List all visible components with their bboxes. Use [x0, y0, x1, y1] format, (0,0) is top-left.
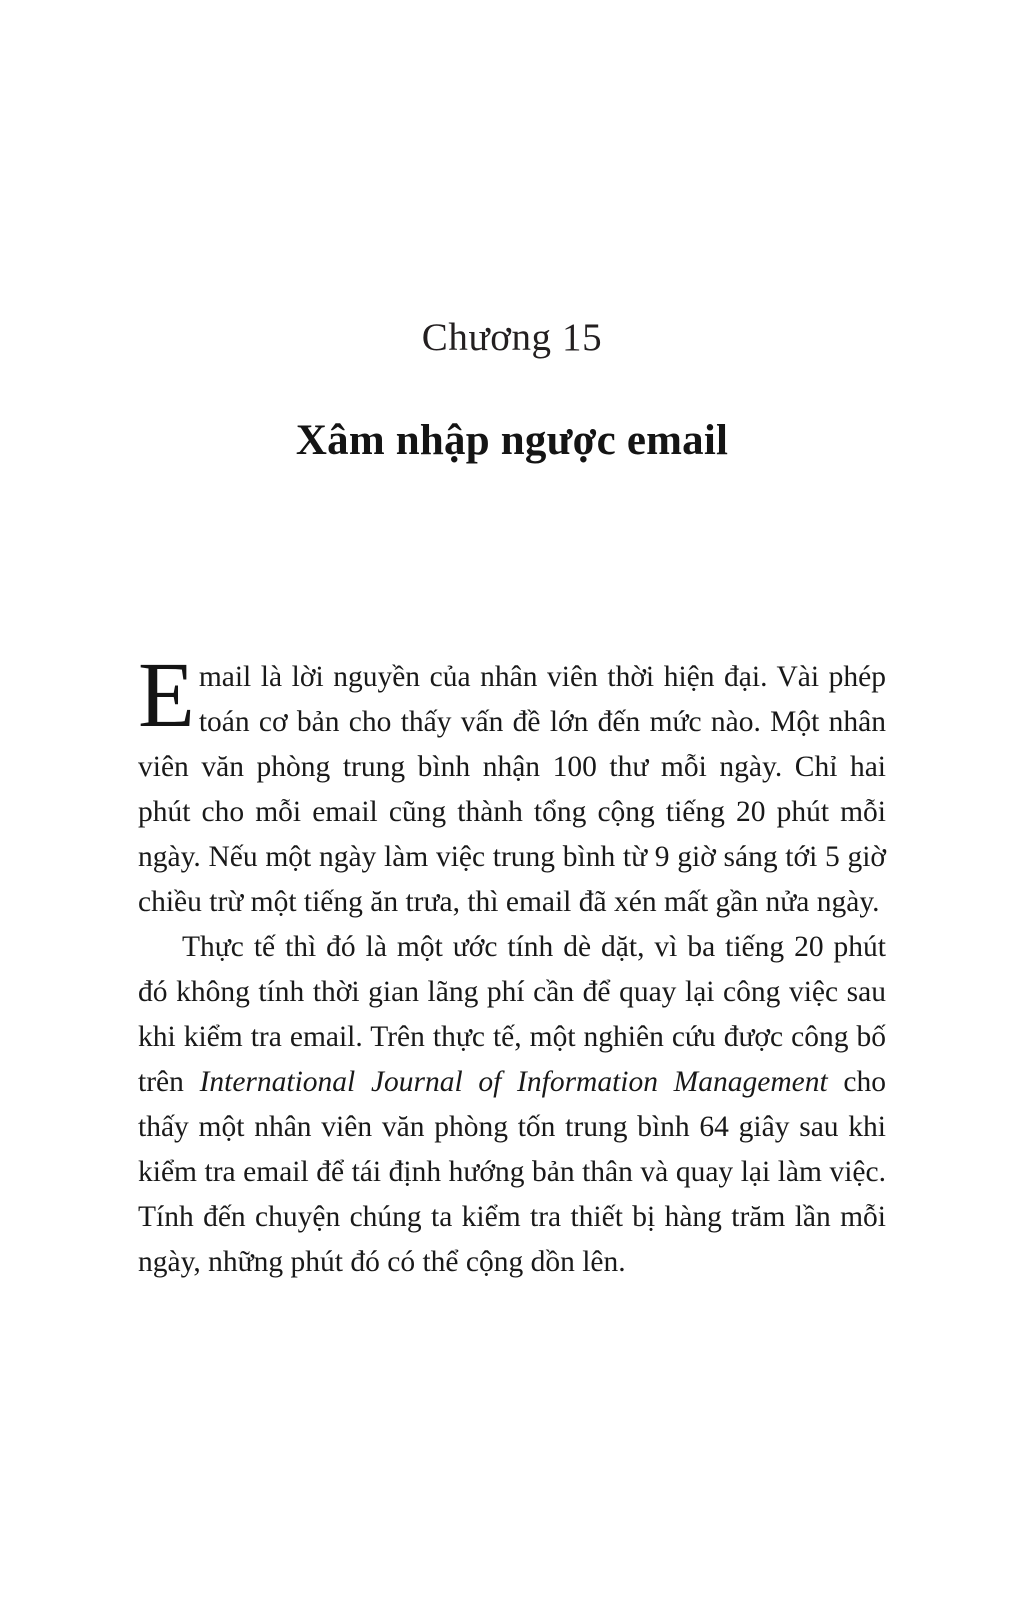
journal-title-italic: International Journal of Information Management [199, 1066, 828, 1098]
paragraph-1 [138, 644, 886, 925]
chapter-title: Xâm nhập ngược email [295, 417, 729, 464]
drop-cap-letter: E [138, 644, 195, 747]
paragraph-2-text-part2: cho thấy một nhân viên văn phòng tốn trung bình 64 giây sau khi kiểm tra email để tái định hướng bản thân và quay lại làm việc. Tính đến chuyện chúng ta kiểm tra thiết bị hàng trăm lần mỗi ngày, những phút đó có thể cộng dồn lên. [138, 1066, 886, 1278]
paragraph-2 [138, 925, 886, 1285]
body-text [138, 644, 886, 1285]
page-content [138, 0, 886, 1285]
paragraph-2-text-part1: Thực tế thì đó là một ước tính dè dặt, vì ba tiếng 20 phút đó không tính thời gian lãng phí cần để quay lại công việc sau khi kiểm tra email. Trên thực tế, một nghiên cứu được công bố trên [138, 931, 886, 1098]
chapter-number: Chương 15 [421, 316, 603, 359]
paragraph-1-text: mail là lời nguyền của nhân viên thời hiện đại. Vài phép toán cơ bản cho thấy vấn đề lớn đến mức nào. Một nhân viên văn phòng trung bình nhận 100 thư mỗi ngày. Chỉ hai phút cho mỗi email cũng thành tổng cộng tiếng 20 phút mỗi ngày. Nếu một ngày làm việc trung bình từ 9 giờ sáng tới 5 giờ chiều trừ một tiếng ăn trưa, thì email đã xén mất gần nửa ngày. [138, 661, 886, 918]
